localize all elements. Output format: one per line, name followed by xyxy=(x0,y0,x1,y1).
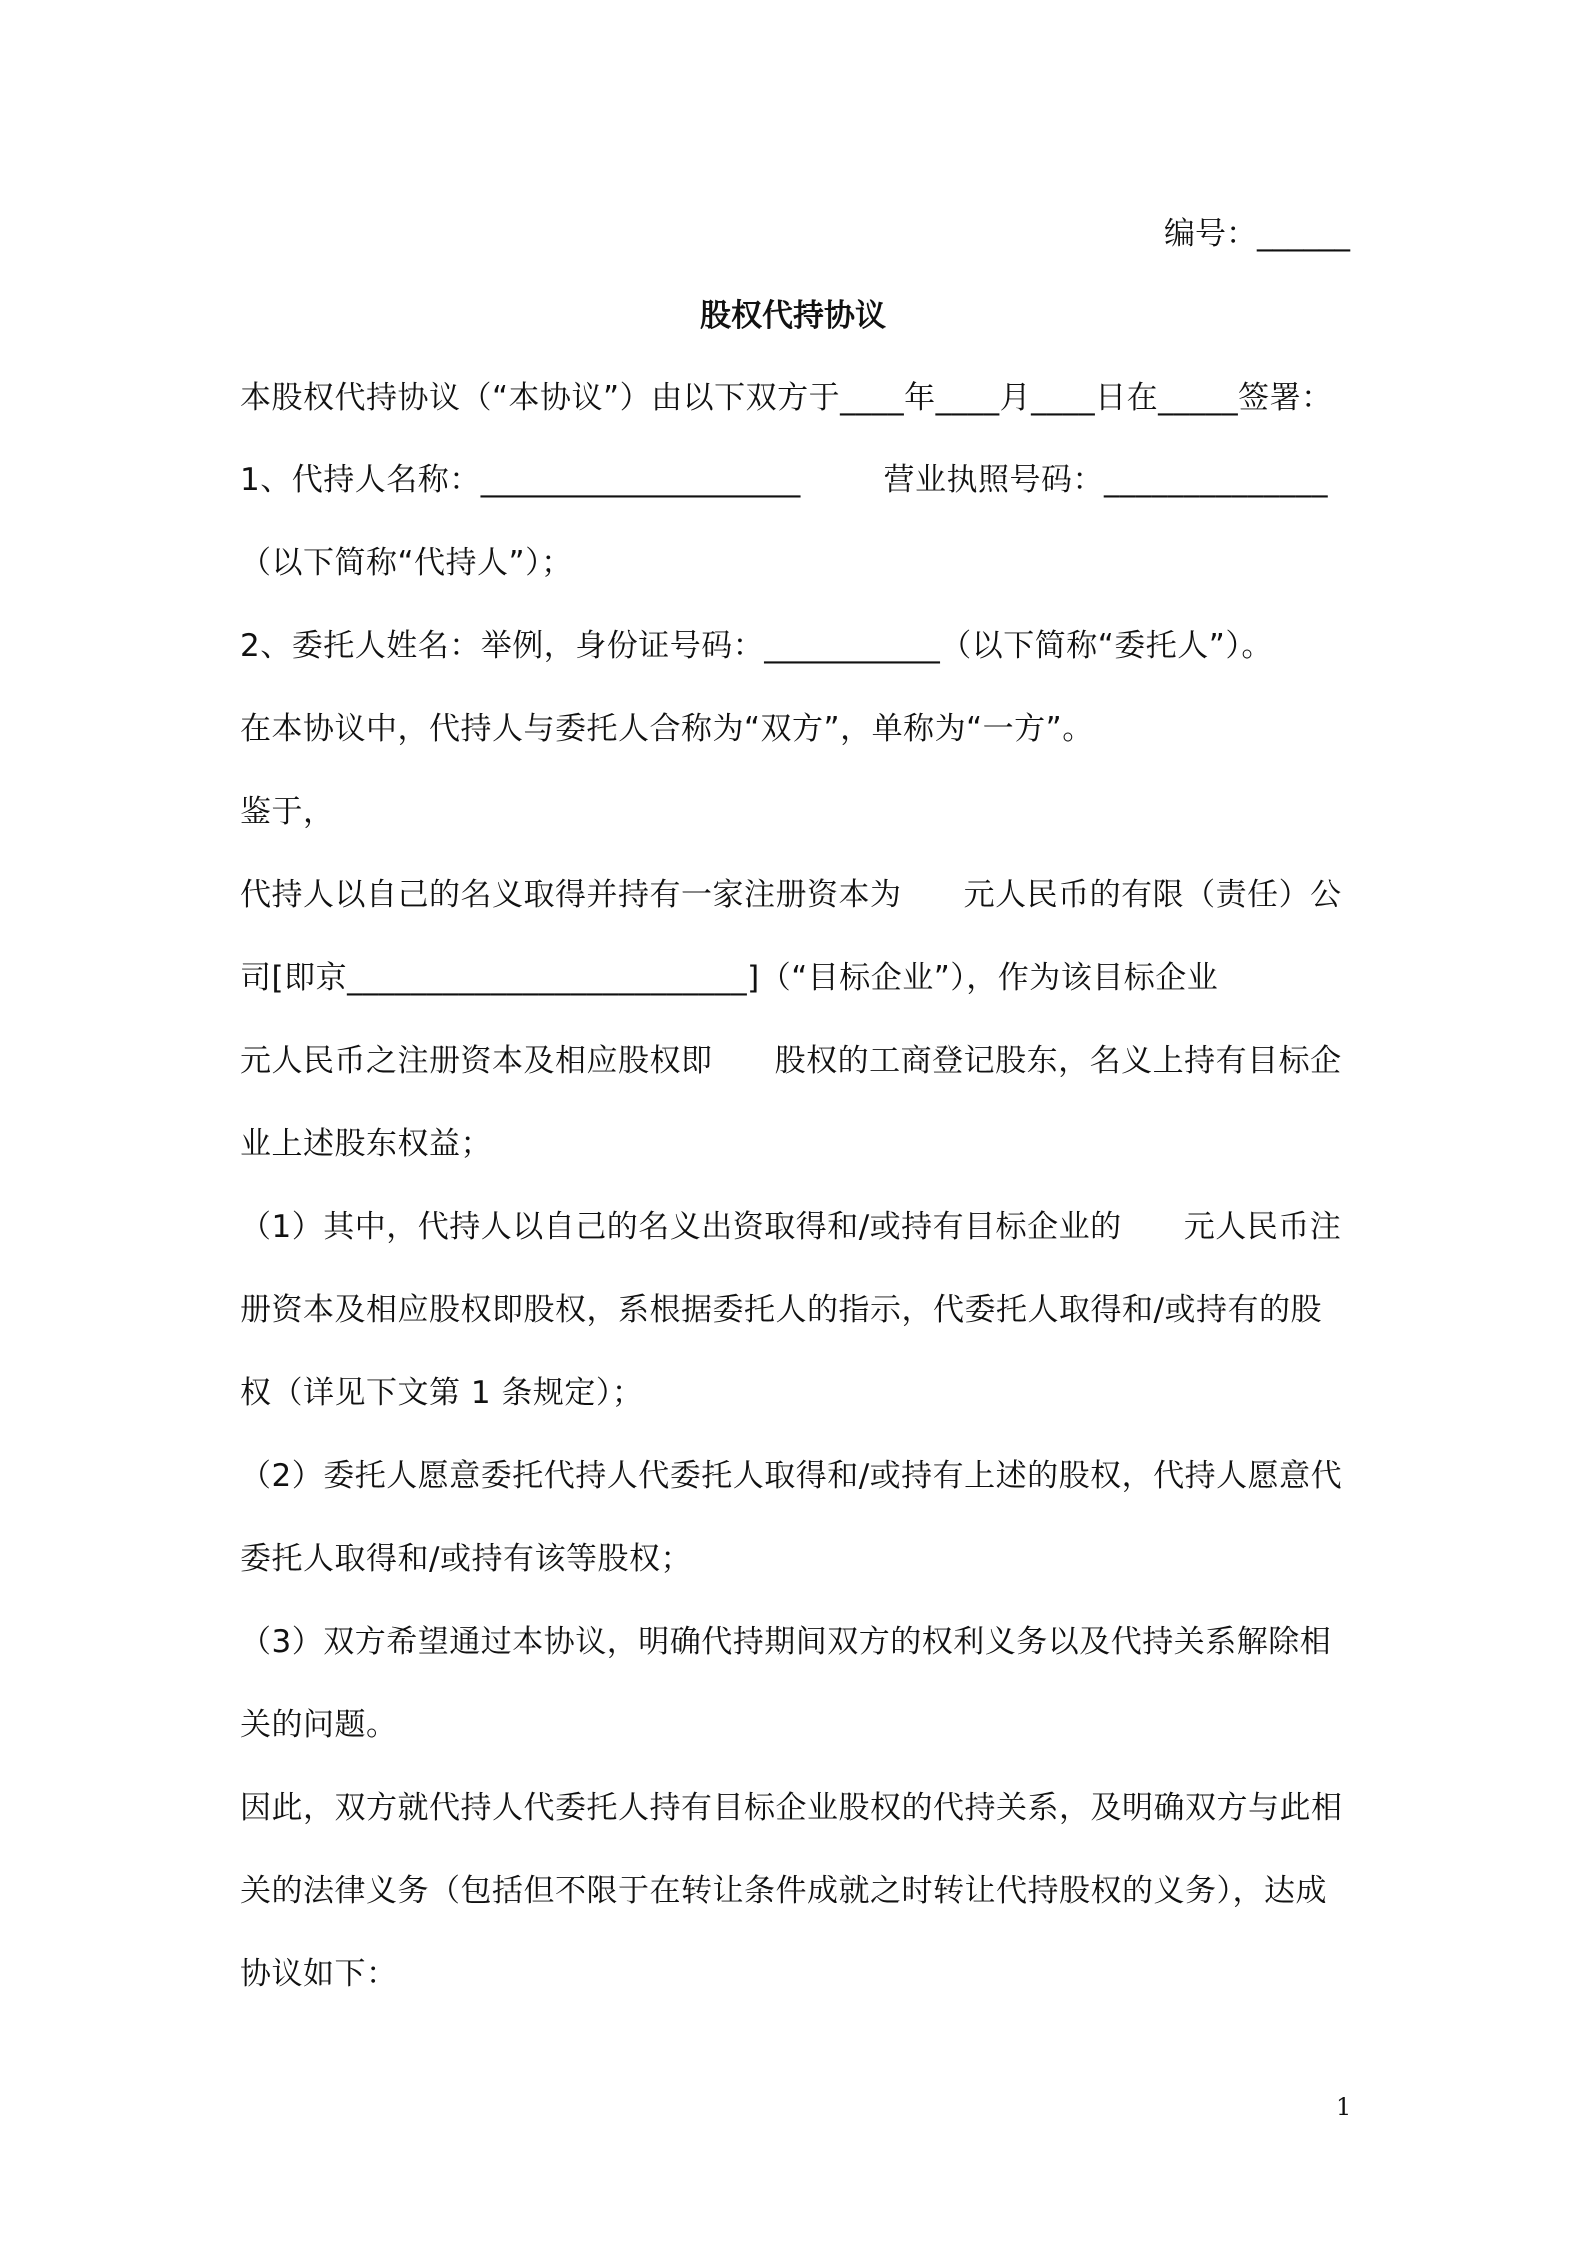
paragraph-line: 业上述股东权益； xyxy=(240,1126,492,1162)
paragraph-line: 本股权代持协议（“本协议”）由以下双方于____年____月____日在_____签署： xyxy=(240,380,1333,416)
paragraph-line: 在本协议中，代持人与委托人合称为“双方”，单称为“一方”。 xyxy=(240,711,1094,747)
paragraph-line: （2）委托人愿意委托代持人代委托人取得和/或持有上述的股权，代持人愿意代 xyxy=(240,1458,1343,1494)
page-number: 1 xyxy=(1336,2093,1352,2121)
paragraph-line: 权（详见下文第 1 条规定）； xyxy=(240,1375,644,1411)
paragraph-line: 关的法律义务（包括但不限于在转让条件成就之时转让代持股权的义务），达成 xyxy=(240,1873,1327,1909)
paragraph-line: 协议如下： xyxy=(240,1956,398,1992)
paragraph-line: （以下简称“代持人”）； xyxy=(240,545,573,581)
paragraph-line: 关的问题。 xyxy=(240,1707,398,1743)
document-title: 股权代持协议 xyxy=(700,298,886,334)
paragraph-line: 册资本及相应股权即股权，系根据委托人的指示，代委托人取得和/或持有的股 xyxy=(240,1292,1322,1328)
paragraph-line: 元人民币之注册资本及相应股权即 股权的工商登记股东，名义上持有目标企 xyxy=(240,1043,1342,1079)
paragraph-line: 1、代持人名称：____________________ 营业执照号码：______________ xyxy=(240,462,1329,498)
paragraph-line: 鉴于， xyxy=(240,794,335,830)
paragraph-line: 2、委托人姓名：举例，身份证号码：___________（以下简称“委托人”）。 xyxy=(240,628,1273,664)
document-number: 编号：______ xyxy=(1164,216,1350,252)
paragraph-line: 委托人取得和/或持有该等股权； xyxy=(240,1541,692,1577)
paragraph-line: 司[即京_________________________]（“目标企业”），作为该目标企业 xyxy=(240,960,1219,996)
paragraph-line: 代持人以自己的名义取得并持有一家注册资本为 元人民币的有限（责任）公 xyxy=(240,877,1342,913)
paragraph-line: （3）双方希望通过本协议，明确代持期间双方的权利义务以及代持关系解除相 xyxy=(240,1624,1332,1660)
paragraph-line: （1）其中，代持人以自己的名义出资取得和/或持有目标企业的 元人民币注 xyxy=(240,1209,1342,1245)
paragraph-line: 因此，双方就代持人代委托人持有目标企业股权的代持关系，及明确双方与此相 xyxy=(240,1790,1343,1826)
